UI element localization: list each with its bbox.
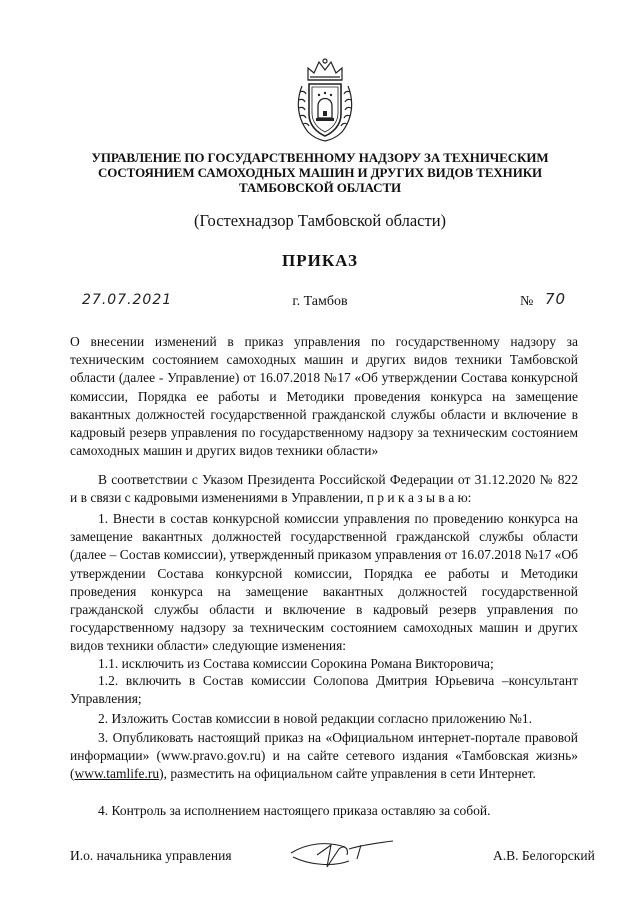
coat-of-arms-icon	[294, 56, 356, 142]
item-3	[70, 729, 578, 784]
org-short-name: (Гостехнадзор Тамбовской области)	[193, 211, 447, 230]
signatory-name: А.В. Белогорский	[493, 848, 595, 863]
number-label: №	[520, 294, 534, 309]
organization-name	[60, 150, 580, 195]
preamble: В соответствии с Указом Президента Российской Федерации от 31.12.2020 № 822 и в связи с кадровыми изменениями в Управлении, п р и к а з ы в а ю:	[70, 472, 578, 506]
signature-block	[0, 848, 640, 872]
item-1-1: 1.1. исключить из Состава комиссии Сорокина Романа Викторовича;	[98, 656, 494, 671]
document-meta	[0, 288, 640, 318]
document-subject: О внесении изменений в приказ управления по государственному надзору за техническим состоянием самоходных машин и других видов техники Тамбовской области (далее - Управление) от 16.07.2018 №17 «Об утверждении Состава конкурсной комиссии, Порядка ее работы и Методики проведения конкурса на замещение вакантных должностей государственной гражданской службы области и включение в кадровый резерв управления по государственному надзору за техническим состоянием самоходных машин и других видов техники области»	[70, 334, 578, 459]
city-label: г. Тамбов	[292, 294, 348, 309]
document-type-title: ПРИКАЗ	[282, 251, 358, 270]
org-line-2: СОСТОЯНИЕМ САМОХОДНЫХ МАШИН И ДРУГИХ ВИДОВ ТЕХНИКИ	[97, 165, 543, 180]
item-3-text-a: 3. Опубликовать настоящий приказ на «Официальном интернет-портале правовой информации» (www.pravo.gov.ru) и на сайте сетевого издания «Тамбовская жизнь» (	[70, 730, 578, 782]
item-3-text-b: ), разместить на официальном сайте управления в сети Интернет.	[159, 766, 536, 782]
item-2: 2. Изложить Состав комиссии в новой редакции согласно приложению №1.	[98, 711, 533, 726]
item-1: 1. Внести в состав конкурсной комиссии управления по проведению конкурса на замещение вакантных должностей государственной гражданской службы области (далее – Состав комиссии), утвержденный приказом управления от 16.07.2018 №17 «Об утверждении Состава конкурсной комиссии, Порядка ее работы и Методики проведения конкурса на замещение вакантных должностей государственной гражданской службы области и включение в кадровый резерв управления по государственному надзору за техническим состоянием самоходных машин и других видов техники области» следующие изменения:	[70, 511, 578, 654]
tamlife-link[interactable]: www.tamlife.ru	[74, 766, 160, 782]
org-line-1: УПРАВЛЕНИЕ ПО ГОСУДАРСТВЕННОМУ НАДЗОРУ ЗА ТЕХНИЧЕСКИМ	[91, 150, 549, 165]
org-line-3: ТАМБОВСКОЙ ОБЛАСТИ	[238, 180, 402, 195]
item-4: 4. Контроль за исполнением настоящего приказа оставляю за собой.	[98, 803, 491, 818]
signatory-position: И.о. начальника управления	[70, 848, 232, 863]
item-1-2: 1.2. включить в Состав комиссии Солопова Дмитрия Юрьевича –консультант Управления;	[70, 673, 578, 707]
handwritten-number: 70	[545, 290, 567, 308]
handwritten-date: 27.07.2021	[82, 292, 173, 308]
